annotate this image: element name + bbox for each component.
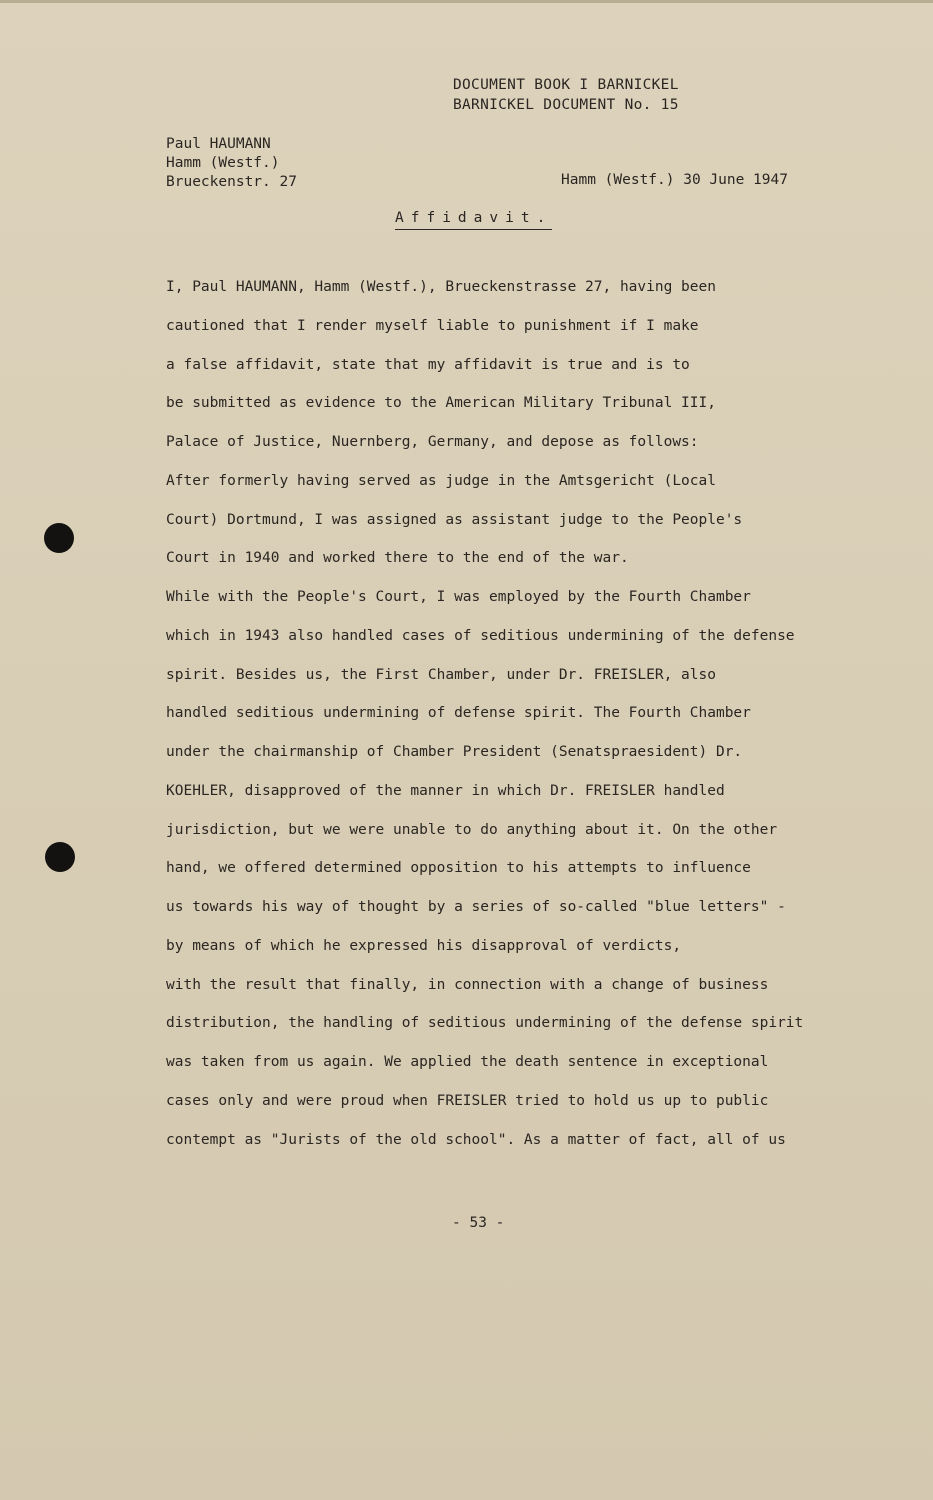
document-book-header	[453, 75, 679, 115]
sender-city: Hamm (Westf.)	[166, 155, 280, 171]
sender-address-block	[166, 135, 297, 192]
page-top-edge	[0, 0, 933, 3]
body-line: us towards his way of thought by a series of so-called "blue letters" -	[166, 899, 786, 915]
body-line: contempt as "Jurists of the old school". As a matter of fact, all of us	[166, 1131, 786, 1148]
body-line: was taken from us again. We applied the death sentence in exceptional	[166, 1054, 769, 1070]
body-line: hand, we offered determined opposition to his attempts to influence	[166, 860, 751, 877]
body-line: Court) Dortmund, I was assigned as assistant judge to the People's	[166, 511, 743, 528]
body-line: a false affidavit, state that my affidavit is true and is to	[166, 356, 690, 373]
body-line: Court in 1940 and worked there to the end of the war.	[166, 550, 629, 567]
punch-hole-upper	[44, 523, 74, 553]
body-line: While with the People's Court, I was employed by the Fourth Chamber	[166, 589, 751, 605]
body-line: with the result that finally, in connection with a change of business	[166, 976, 769, 993]
document-number-label: BARNICKEL DOCUMENT No. 15	[453, 97, 679, 113]
page-number: - 53 -	[452, 1215, 505, 1231]
affidavit-title: Affidavit.	[395, 210, 552, 230]
body-line: cases only and were proud when FREISLER tried to hold us up to public	[166, 1092, 769, 1109]
body-line: cautioned that I render myself liable to punishment if I make	[166, 317, 699, 334]
body-line: I, Paul HAUMANN, Hamm (Westf.), Brueckenstrasse 27, having been	[166, 279, 716, 295]
body-line: jurisdiction, but we were unable to do anything about it. On the other	[166, 821, 778, 838]
document-book-label: DOCUMENT BOOK I BARNICKEL	[453, 77, 679, 93]
body-line: by means of which he expressed his disapproval of verdicts,	[166, 937, 682, 954]
body-line: under the chairmanship of Chamber President (Senatspraesident) Dr.	[166, 744, 743, 760]
affidavit-body	[166, 268, 866, 1159]
body-line: KOEHLER, disapproved of the manner in which Dr. FREISLER handled	[166, 782, 725, 799]
body-line: After formerly having served as judge in the Amtsgericht (Local	[166, 472, 716, 489]
place-and-date: Hamm (Westf.) 30 June 1947	[561, 172, 788, 188]
body-line: spirit. Besides us, the First Chamber, under Dr. FREISLER, also	[166, 666, 716, 683]
body-line: be submitted as evidence to the American Military Tribunal III,	[166, 395, 716, 412]
body-line: which in 1943 also handled cases of seditious undermining of the defense	[166, 627, 795, 644]
body-line: Palace of Justice, Nuernberg, Germany, and depose as follows:	[166, 434, 699, 450]
body-line: handled seditious undermining of defense spirit. The Fourth Chamber	[166, 705, 751, 722]
sender-name: Paul HAUMANN	[166, 136, 271, 152]
body-line: distribution, the handling of seditious undermining of the defense spirit	[166, 1015, 804, 1032]
sender-street: Brueckenstr. 27	[166, 174, 297, 190]
punch-hole-lower	[45, 842, 75, 872]
